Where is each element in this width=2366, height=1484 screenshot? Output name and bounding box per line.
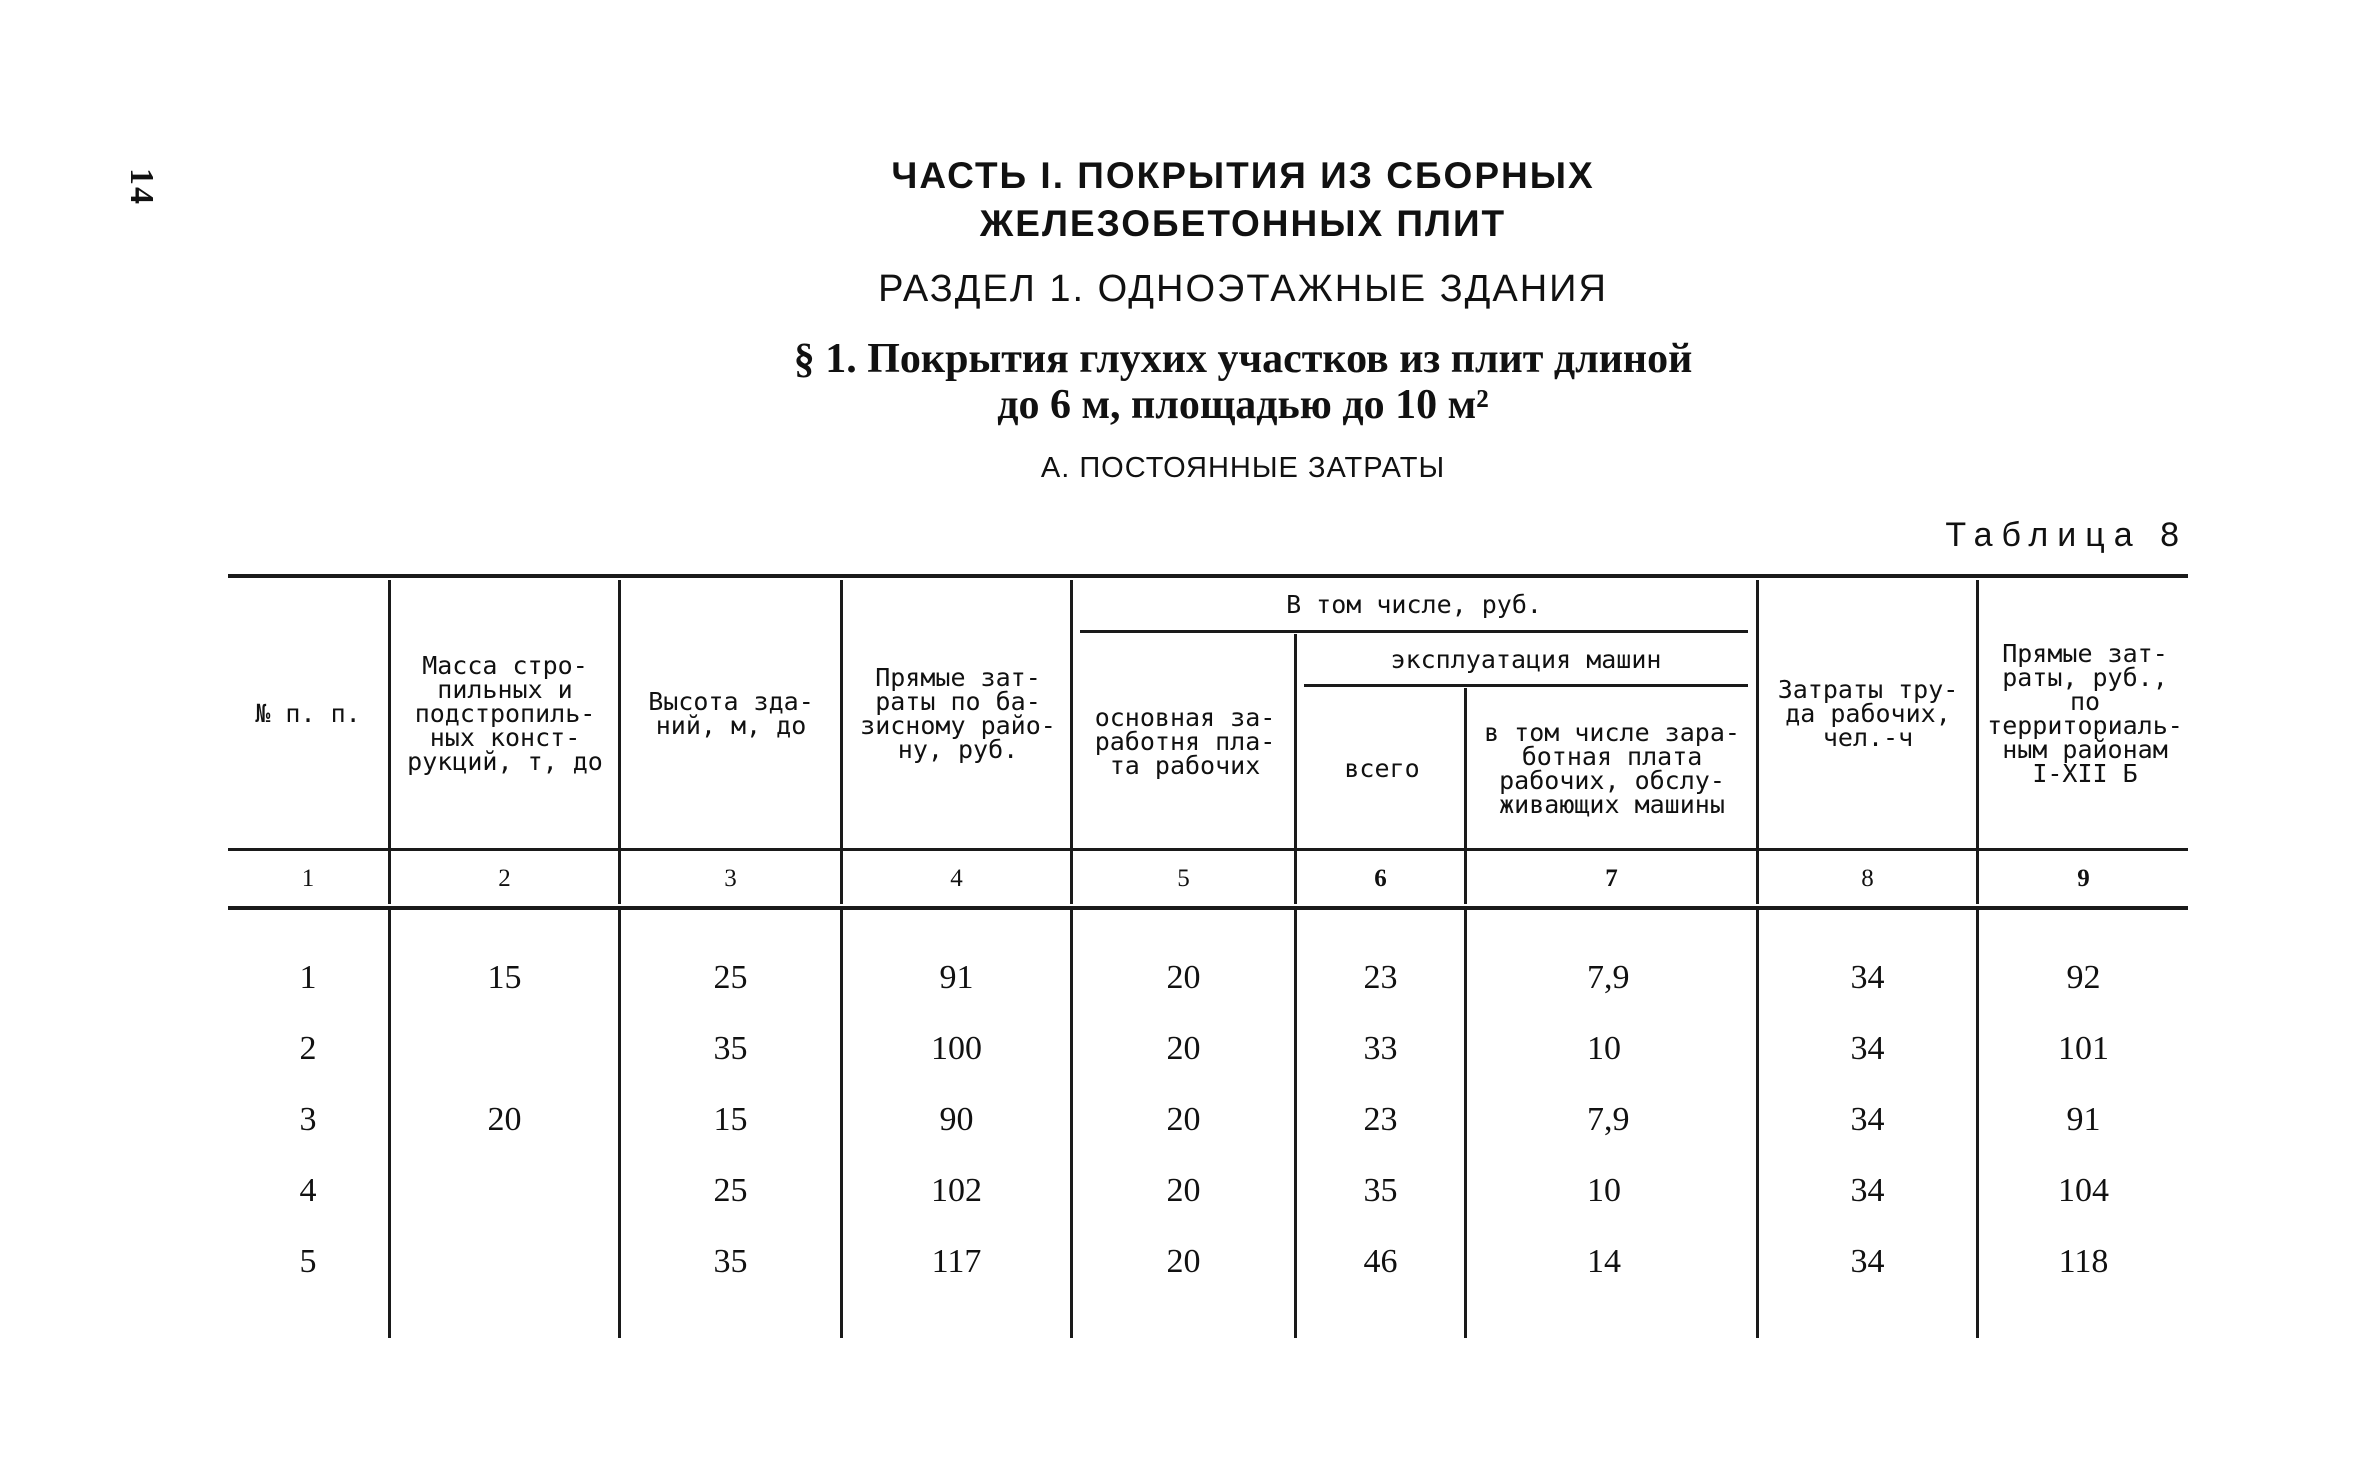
table-cell: 34 [1850,1243,1885,1280]
column-number: 7 [1605,865,1618,892]
group-rule [1304,684,1748,687]
table-cell [391,1232,618,1292]
table-cell: 35 [713,1030,748,1067]
table-row [228,1019,2188,1079]
table-cell: 104 [2058,1172,2109,1209]
column-number: 6 [1374,865,1387,892]
table-cell: 15 [487,959,522,996]
table-cell: 5 [299,1243,317,1280]
group-rule [1080,630,1748,633]
table-cell: 20 [1166,1243,1201,1280]
table-cell: 91 [2066,1101,2101,1138]
table-cell: 14 [1587,1243,1621,1280]
table-row [228,1161,2188,1221]
header-building-height: Высота зда- ний, м, до [648,687,814,740]
table-column-numbers-rule [228,906,2188,910]
header-base-wages: основная за- работня пла- та рабочих [1094,703,1276,780]
table-cell: 20 [487,1101,522,1138]
table-cell: 117 [931,1243,982,1280]
table-header-rule [228,848,2188,851]
table-cell: 25 [713,1172,748,1209]
column-number: 3 [724,865,737,892]
table-cell: 101 [2058,1030,2109,1067]
table-cell: 35 [713,1243,748,1280]
table-cell: 34 [1850,1101,1885,1138]
table-caption: Таблица 8 [1945,516,2188,554]
header-labor-costs: Затраты тру- да рабочих, чел.-ч [1777,675,1959,752]
header-row-number: № п. п. [255,699,361,728]
table-cell: 102 [931,1172,982,1209]
column-number: 1 [301,865,315,892]
table-cell: 90 [939,1101,974,1138]
paragraph-title [0,336,2366,428]
part-title [0,152,2366,248]
table-cell: 10 [1587,1030,1621,1067]
table-cell: 10 [1587,1172,1621,1209]
table-cell: 4 [299,1172,317,1209]
column-number: 8 [1861,865,1874,892]
column-number: 5 [1177,865,1190,892]
table-cell: 100 [931,1030,982,1067]
table-cell: 34 [1850,1030,1885,1067]
table-cell: 46 [1363,1243,1398,1280]
column-number: 2 [498,865,511,892]
paragraph-title-line2: до 6 м, площадью до 10 м² [997,382,1489,428]
table-cell: 15 [713,1101,748,1138]
column-number: 4 [950,865,963,892]
table-cell: 20 [1166,1172,1201,1209]
table-cell [391,1161,618,1221]
table-cell: 2 [299,1030,317,1067]
part-title-line1: ЧАСТЬ I. ПОКРЫТИЯ ИЗ СБОРНЫХ [891,155,1595,196]
table-cell: 34 [1850,959,1885,996]
table-cell: 91 [939,959,974,996]
part-title-line2: ЖЕЛЕЗОБЕТОННЫХ ПЛИТ [979,203,1507,244]
header-direct-costs-base: Прямые зат- раты по ба- зисному райо- ну, руб. [860,663,1056,764]
table-row [228,1232,2188,1292]
table-cell: 7,9 [1587,959,1630,996]
table-top-rule [228,574,2188,578]
header-group-machines: эксплуатация машин [1390,645,1662,674]
table-cell: 118 [2058,1243,2109,1280]
table-cell: 35 [1363,1172,1398,1209]
table-cell: 33 [1363,1030,1398,1067]
page-number: 14 [123,168,160,206]
table-cell: 23 [1363,1101,1398,1138]
header-machines-total: всего [1344,754,1420,783]
table-row [228,948,2188,1008]
section-title: РАЗДЕЛ 1. ОДНОЭТАЖНЫЕ ЗДАНИЯ [878,268,1608,310]
table-row [228,1090,2188,1150]
paragraph-title-line1: § 1. Покрытия глухих участков из плит длиной [793,336,1693,382]
subsection-title: А. ПОСТОЯННЫЕ ЗАТРАТЫ [1040,452,1446,484]
table-cell: 20 [1166,959,1201,996]
header-group-including: В том числе, руб. [1286,590,1542,619]
table-cell: 92 [2066,959,2101,996]
table-cell: 1 [299,959,317,996]
column-number: 9 [2077,865,2090,892]
header-direct-costs-regions: Прямые зат- раты, руб., по территориаль- ным районам I-XII Б [1987,639,2183,788]
table-cell: 7,9 [1587,1101,1630,1138]
header-truss-mass: Масса стро- пильных и подстропиль- ных конст- рукций, т, до [407,651,603,776]
table-cell [391,1019,618,1079]
table-cell: 20 [1166,1030,1201,1067]
header-machine-operator-wages: в том числе зара- ботная плата рабочих, обслу- живающих машины [1484,718,1740,819]
table-cell: 23 [1363,959,1398,996]
table-cell: 25 [713,959,748,996]
table-cell: 20 [1166,1101,1201,1138]
table-cell: 3 [299,1101,317,1138]
table-cell: 34 [1850,1172,1885,1209]
